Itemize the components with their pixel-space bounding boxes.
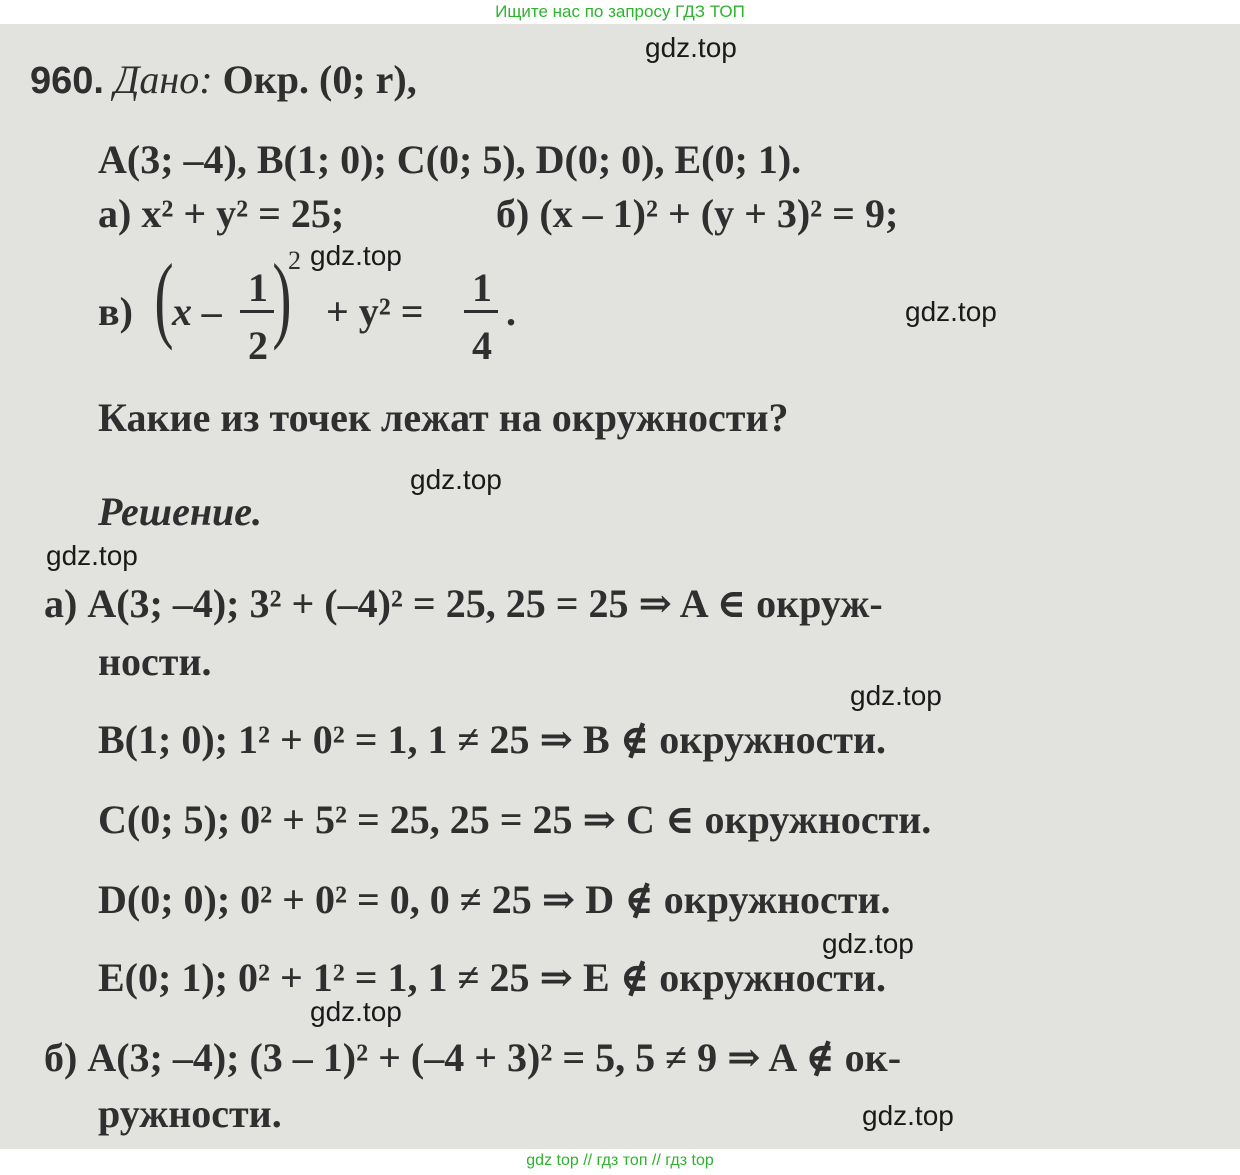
solution-line-3: B(1; 0); 1² + 0² = 1, 1 ≠ 25 ⇒ B ∉ окружности. — [98, 717, 887, 762]
bottom-banner[interactable]: gdz top // гдз топ // гдз top — [526, 1152, 714, 1169]
fraction-half-denominator: 2 — [248, 323, 268, 368]
solution-line-8: ружности. — [98, 1091, 282, 1136]
question: Какие из точек лежат на окружности? — [98, 395, 789, 440]
equation-a: а) x² + y² = 25; — [98, 191, 345, 236]
fraction-quarter-denominator: 4 — [472, 323, 492, 368]
watermark: gdz.top — [905, 296, 997, 327]
watermark: gdz.top — [46, 540, 138, 571]
watermark: gdz.top — [310, 996, 402, 1027]
watermark: gdz.top — [645, 32, 737, 63]
given-circle: Окр. (0; r), — [222, 57, 417, 102]
solution-line-1: а) A(3; –4); 3² + (–4)² = 25, 25 = 25 ⇒ A ∈ окруж- — [44, 581, 883, 626]
watermark: gdz.top — [822, 928, 914, 959]
watermark: gdz.top — [310, 240, 402, 271]
fraction-half-numerator: 1 — [248, 265, 268, 310]
equation-v-middle: + y² = — [326, 289, 424, 334]
problem-number: 960. — [30, 60, 104, 102]
top-banner[interactable]: Ищите нас по запросу ГДЗ ТОП — [495, 2, 745, 21]
problem-heading — [30, 57, 417, 102]
equation-v-label: в) — [98, 289, 133, 334]
watermark: gdz.top — [862, 1100, 954, 1131]
equation-v-end: . — [506, 289, 516, 334]
solution-line-4: C(0; 5); 0² + 5² = 25, 25 = 25 ⇒ C ∈ окружности. — [98, 797, 932, 842]
equation-v-power: 2 — [288, 246, 301, 275]
fraction-quarter-numerator: 1 — [472, 265, 492, 310]
fraction-quarter-bar — [464, 310, 498, 313]
watermark: gdz.top — [410, 464, 502, 495]
textbook-page — [0, 24, 1240, 1149]
solution-label: Решение. — [98, 489, 263, 534]
solution-line-6: E(0; 1); 0² + 1² = 1, 1 ≠ 25 ⇒ E ∉ окружности. — [98, 955, 887, 1000]
solution-line-7: б) A(3; –4); (3 – 1)² + (–4 + 3)² = 5, 5 ≠ 9 ⇒ A ∉ ок- — [44, 1035, 902, 1080]
watermark: gdz.top — [850, 680, 942, 711]
given-points: A(3; –4), B(1; 0); C(0; 5), D(0; 0), E(0; 1). — [98, 137, 802, 182]
equation-v-x: x – — [172, 289, 222, 334]
left-paren: ( — [154, 244, 174, 351]
right-paren: ) — [272, 244, 292, 351]
equation-b: б) (x – 1)² + (y + 3)² = 9; — [496, 191, 899, 236]
given-label: Дано: — [113, 57, 213, 102]
fraction-half-bar — [240, 310, 274, 313]
solution-line-2: ности. — [98, 639, 212, 684]
solution-line-5: D(0; 0); 0² + 0² = 0, 0 ≠ 25 ⇒ D ∉ окружности. — [98, 877, 891, 922]
